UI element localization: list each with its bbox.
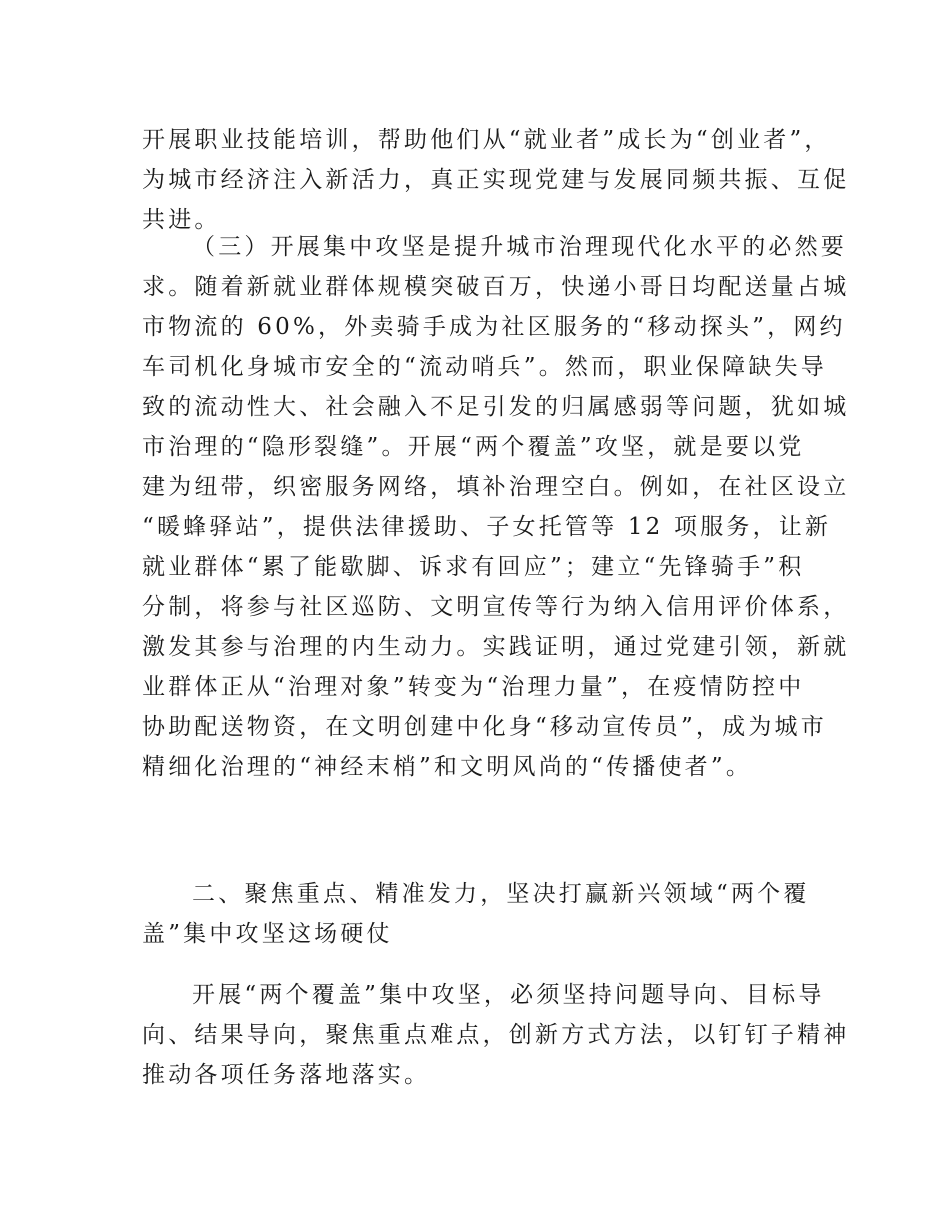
text-line: （三）开展集中攻坚是提升城市治理现代化水平的必然要	[192, 234, 847, 260]
text-line: 激发其参与治理的内生动力。实践证明，通过党建引领，新就	[142, 634, 850, 660]
text-line: 求。随着新就业群体规模突破百万，快递小哥日均配送量占城	[142, 274, 850, 300]
paragraph-continuation	[142, 120, 850, 240]
text-line: 车司机化身城市安全的“流动哨兵”。然而，职业保障缺失导	[142, 354, 827, 380]
text-line: 共进。	[142, 207, 221, 233]
heading-line: 二、聚焦重点、精准发力，坚决打赢新兴领域“两个覆	[192, 881, 810, 907]
section-heading	[142, 874, 818, 954]
paragraph-intro	[142, 975, 850, 1095]
text-line: “暖蜂驿站”，提供法律援助、子女托管等 12 项服务，让新	[142, 514, 832, 540]
text-line	[142, 787, 818, 827]
text-line: 向、结果导向，聚焦重点难点，创新方式方法，以钉钉子精神	[142, 1022, 850, 1048]
text-line: 协助配送物资，在文明创建中化身“移动宣传员”，成为城市	[142, 714, 827, 740]
text-line: 分制，将参与社区巡防、文明宣传等行为纳入信用评价体系，	[142, 594, 850, 620]
text-line: 建为纽带，织密服务网络，填补治理空白。例如，在社区设立	[142, 474, 850, 500]
text-line: 市治理的“隐形裂缝”。开展“两个覆盖”攻坚，就是要以党	[142, 434, 805, 460]
heading-line: 盖”集中攻坚这场硬仗	[142, 921, 393, 947]
text-line: 致的流动性大、社会融入不足引发的归属感弱等问题，犹如城	[142, 394, 850, 420]
text-line: 为城市经济注入新活力，真正实现党建与发展同频共振、互促	[142, 167, 850, 193]
text-line: 业群体正从“治理对象”转变为“治理力量”，在疫情防控中	[142, 674, 805, 700]
paragraph-section-three	[142, 227, 850, 827]
text-line: 精细化治理的“神经末梢”和文明风尚的“传播使者”。	[142, 754, 753, 780]
text-line: 就业群体“累了能歇脚、诉求有回应”；建立“先锋骑手”积	[142, 554, 805, 580]
text-line: 开展职业技能培训，帮助他们从“就业者”成长为“创业者”，	[142, 127, 831, 153]
text-line: 推动各项任务落地落实。	[142, 1062, 431, 1088]
text-line: 开展“两个覆盖”集中攻坚，必须坚持问题导向、目标导	[192, 982, 825, 1008]
text-line: 市物流的 60%，外卖骑手成为社区服务的“移动探头”，网约	[142, 314, 846, 340]
